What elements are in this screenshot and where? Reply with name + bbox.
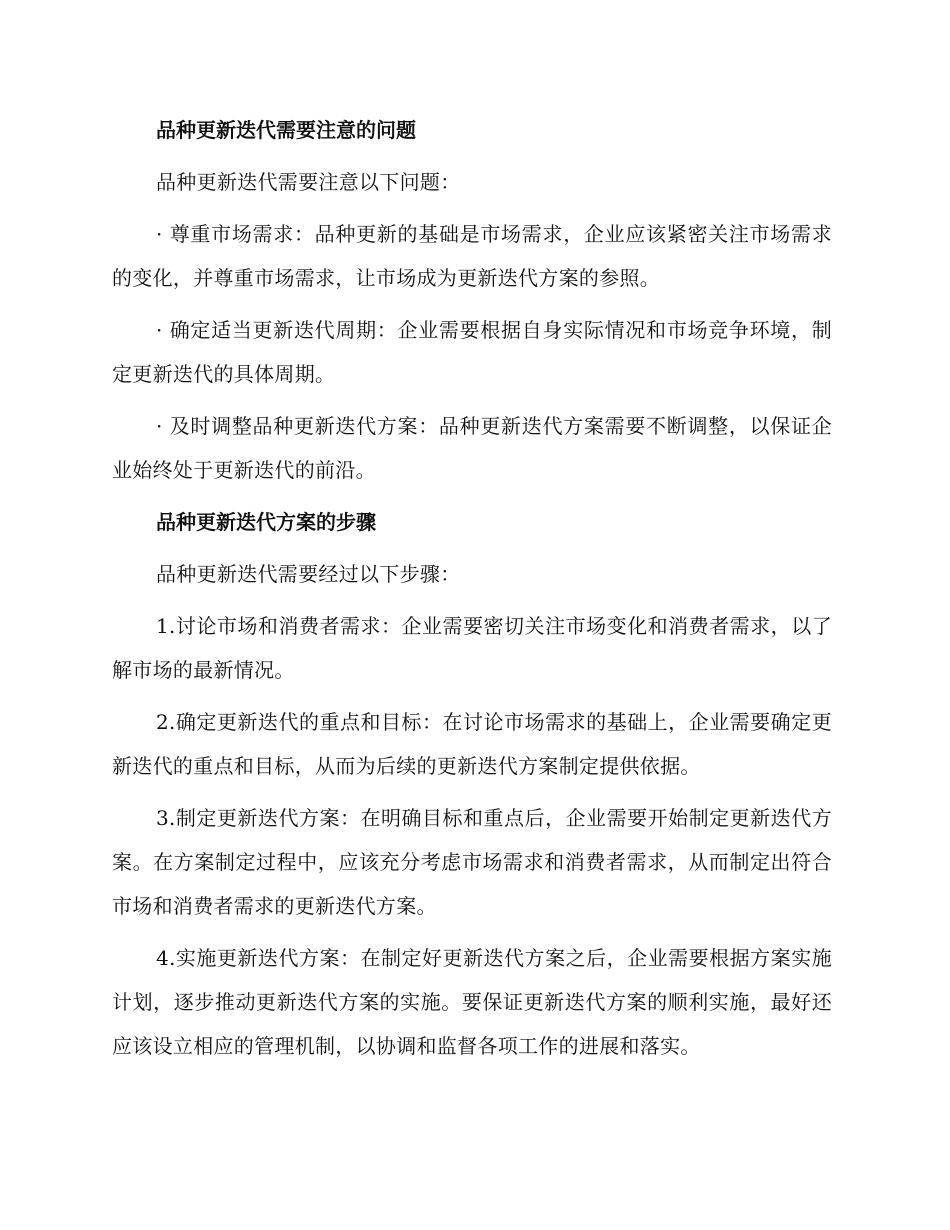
bullet-item: · 及时调整品种更新迭代方案：品种更新迭代方案需要不断调整，以保证企业始终处于更新迭代的前沿。 bbox=[112, 414, 832, 482]
section-heading: 品种更新迭代方案的步骤 bbox=[156, 510, 376, 534]
numbered-step: 2.确定更新迭代的重点和目标：在讨论市场需求的基础上，企业需要确定更新迭代的重点和目标，从而为后续的更新迭代方案制定提供依据。 bbox=[112, 710, 832, 778]
section-heading: 品种更新迭代需要注意的问题 bbox=[156, 118, 416, 142]
numbered-step: 1.讨论市场和消费者需求：企业需要密切关注市场变化和消费者需求，以了解市场的最新情况。 bbox=[112, 614, 832, 682]
section-intro: 品种更新迭代需要经过以下步骤： bbox=[156, 562, 461, 586]
bullet-item: · 确定适当更新迭代周期：企业需要根据自身实际情况和市场竞争环境，制定更新迭代的具体周期。 bbox=[112, 318, 832, 386]
document-page bbox=[112, 108, 832, 1076]
bullet-item: · 尊重市场需求：品种更新的基础是市场需求，企业应该紧密关注市场需求的变化，并尊重市场需求，让市场成为更新迭代方案的参照。 bbox=[112, 222, 832, 290]
numbered-step: 3.制定更新迭代方案：在明确目标和重点后，企业需要开始制定更新迭代方案。在方案制定过程中，应该充分考虑市场需求和消费者需求，从而制定出符合市场和消费者需求的更新迭代方案。 bbox=[112, 806, 832, 918]
section-intro: 品种更新迭代需要注意以下问题： bbox=[156, 170, 461, 194]
numbered-step: 4.实施更新迭代方案：在制定好更新迭代方案之后，企业需要根据方案实施计划，逐步推动更新迭代方案的实施。要保证更新迭代方案的顺利实施，最好还应该设立相应的管理机制，以协调和监督各项工作的进展和落实。 bbox=[112, 946, 832, 1058]
